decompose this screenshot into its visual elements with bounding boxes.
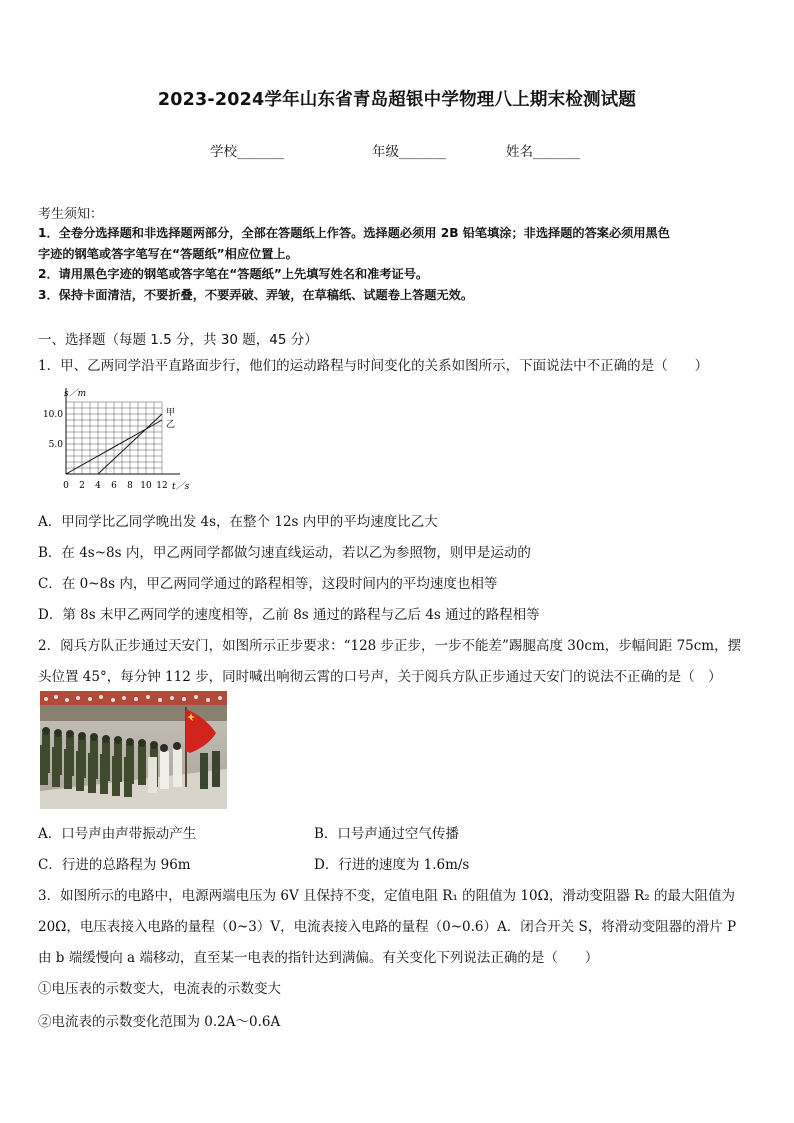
q2-option-a: A．口号声由声带振动产生	[38, 826, 197, 842]
chart-ticks	[43, 410, 168, 491]
chart-x-tick-label: 8	[127, 481, 133, 491]
chart-y-tick-label: 10.0	[42, 410, 63, 420]
q3-statement-2: ②电流表的示数变化范围为 0.2A～0.6A	[38, 1014, 281, 1030]
q1-option-c: C．在 0~8s 内，甲乙两同学通过的路程相等，这段时间内的平均速度也相等	[38, 576, 498, 592]
notice-heading: 考生须知：	[38, 207, 104, 222]
q2-option-d: D．行进的速度为 1.6m/s	[314, 857, 470, 873]
q2-option-c: C．行进的总路程为 96m	[38, 857, 191, 873]
chart-x-tick-label: 10	[140, 481, 152, 491]
section-title: 一、选择题（每题 1.5 分，共 30 题，45 分）	[38, 332, 318, 348]
q1-option-d: D．第 8s 末甲乙两同学的速度相等，乙前 8s 通过的路程与乙后 4s 通过的路程相等	[38, 607, 540, 623]
q3-statement-1: ①电压表的示数变大，电流表的示数变大	[38, 981, 281, 997]
q1-option-b: B．在 4s~8s 内，甲乙两同学都做匀速直线运动，若以乙为参照物，则甲是运动的	[38, 545, 531, 561]
school-field: 学校_______	[210, 144, 285, 160]
q3-stem-line1: 3．如图所示的电路中，电源两端电压为 6V 且保持不变，定值电阻 R₁ 的阻值为 10Ω，滑动变阻器 R₂ 的最大阻值为	[38, 888, 735, 904]
q2-stem-line1: 2．阅兵方队正步通过天安门，如图所示正步要求：“128 步正步，一步不能差”踢腿高度 30cm，步幅间距 75cm，摆	[38, 638, 742, 654]
chart-series-label: 甲	[166, 408, 176, 418]
chart-series	[66, 407, 175, 474]
chart-x-tick-label: 12	[156, 481, 168, 491]
notice-item-3: 3．保持卡面清洁，不要折叠，不要弄破、弄皱，在草稿纸、试题卷上答题无效。	[38, 288, 474, 302]
q1-stem: 1．甲、乙两同学沿平直路面步行，他们的运动路程与时间变化的关系如图所示，下面说法中不正确的是（ ）	[38, 358, 709, 374]
chart-y-axis-label: s／m	[64, 389, 87, 399]
notice-item-1: 1．全卷分选择题和非选择题两部分，全部在答题纸上作答。选择题必须用 2B 铅笔填涂；非选择题的答案必须用黑色	[38, 226, 670, 240]
q1-option-a: A．甲同学比乙同学晚出发 4s，在整个 12s 内甲的平均速度比乙大	[38, 514, 438, 530]
page-title: 2023-2024学年山东省青岛超银中学物理八上期末检测试题	[157, 90, 637, 110]
notice-item-1-cont: 字迹的钢笔或答字笔写在“答题纸”相应位置上。	[38, 247, 298, 261]
chart-series-label: 乙	[166, 420, 176, 430]
chart-x-tick-label: 2	[79, 481, 85, 491]
notice-item-2: 2．请用黑色字迹的钢笔或答字笔在“答题纸”上先填写姓名和准考证号。	[38, 267, 429, 281]
chart-x-tick-label: 0	[63, 481, 69, 491]
q3-stem-line2: 20Ω，电压表接入电路的量程（0~3）V，电流表接入电路的量程（0~0.6）A．闭合开关 S，将滑动变阻器的滑片 P	[38, 919, 737, 935]
grade-field: 年级_______	[372, 144, 447, 160]
q2-stem-line2: 头位置 45°，每分钟 112 步，同时喊出响彻云霄的口号声，关于阅兵方队正步通过天安门的说法不正确的是（ ）	[38, 669, 722, 685]
q3-stem-line3: 由 b 端缓慢向 a 端移动，直至某一电表的指针达到满偏。有关变化下列说法正确的是（ ）	[38, 950, 599, 966]
chart-grid	[66, 402, 162, 474]
chart-x-tick-label: 6	[111, 481, 117, 491]
parade-photo	[40, 691, 227, 809]
chart-x-tick-label: 4	[95, 481, 101, 491]
q1-chart	[36, 384, 206, 496]
chart-x-axis-label: t／s	[172, 482, 190, 492]
name-field: 姓名_______	[506, 144, 581, 160]
q2-option-b: B．口号声通过空气传播	[314, 826, 459, 842]
chart-y-tick-label: 5.0	[48, 440, 63, 450]
chart-axes	[66, 388, 180, 474]
